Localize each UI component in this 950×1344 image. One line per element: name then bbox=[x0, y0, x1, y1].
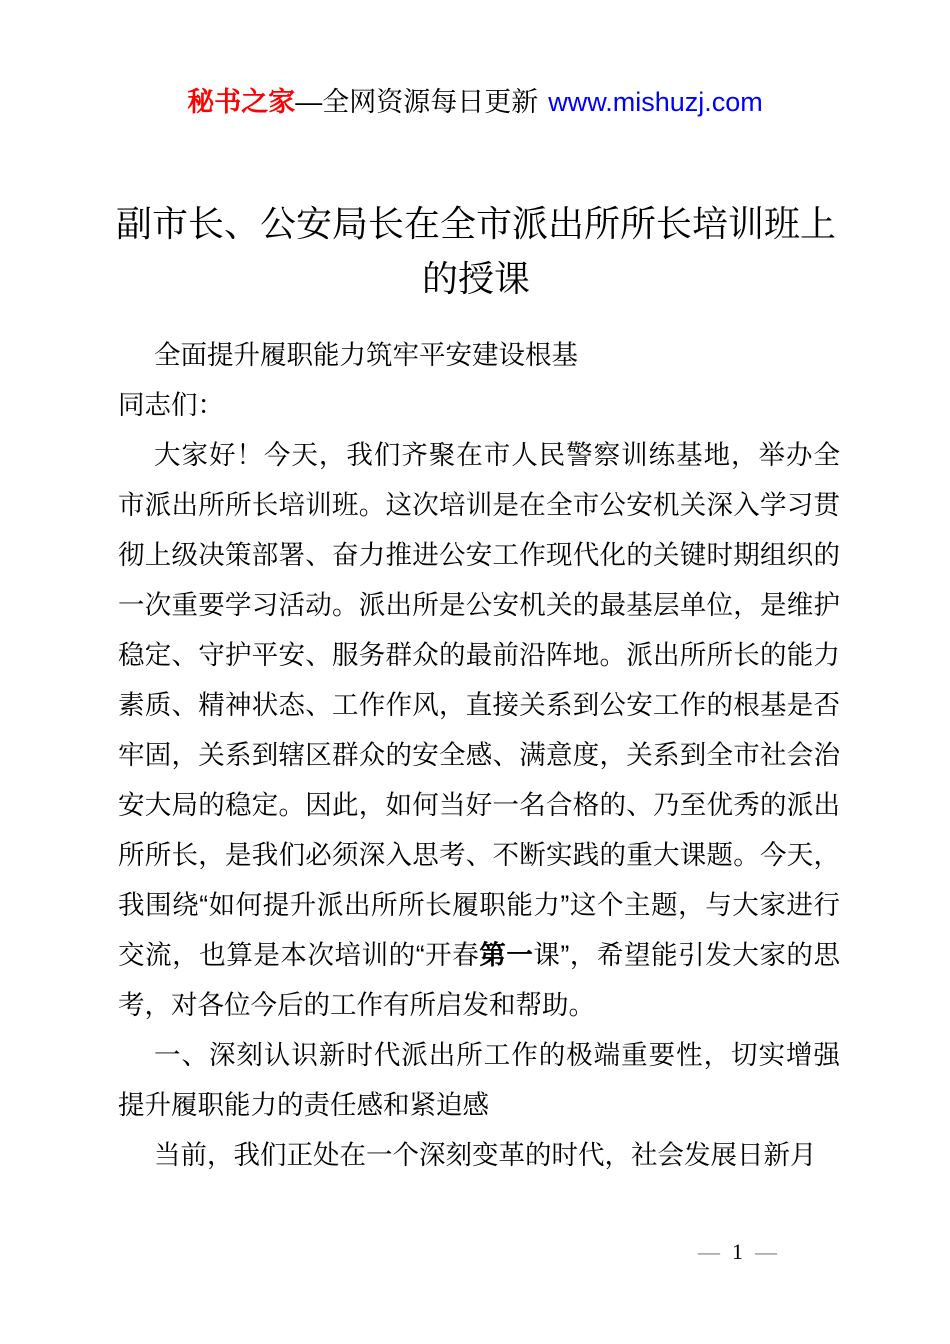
text-segment: 课”，希望能引发大家的思考，对各位今后的工作有所启发和帮助。 bbox=[118, 940, 840, 1020]
text-segment: 当前，我们正处在一个深刻变革的时代，社会发展日新月 bbox=[154, 1140, 817, 1170]
site-header bbox=[0, 84, 950, 120]
page-number-dash-right: — bbox=[755, 1239, 777, 1264]
document-body bbox=[118, 330, 840, 1180]
text-segment: 全面提升履职能力筑牢平安建设根基 bbox=[154, 340, 578, 370]
paragraph-intro bbox=[118, 430, 840, 1030]
site-name: 秘书之家 bbox=[187, 87, 296, 117]
text-segment: 一、深刻认识新时代派出所工作的极端重要性，切实增强提升履职能力的责任感和紧迫感 bbox=[118, 1040, 840, 1120]
salutation bbox=[118, 380, 840, 430]
document-title: 副市长、公安局长在全市派出所所长培训班上的授课 bbox=[115, 203, 836, 300]
bold-text-segment: 第一 bbox=[479, 940, 534, 970]
section-heading-1 bbox=[118, 1030, 840, 1130]
site-url-link[interactable]: www.mishuzj.com bbox=[548, 87, 763, 117]
page-number-value: 1 bbox=[732, 1239, 743, 1264]
text-segment: 大家好！今天，我们齐聚在市人民警察训练基地，举办全市派出所所长培训班。这次培训是在全市公安机关深入学习贯彻上级决策部署、奋力推进公安工作现代化的关键时期组织的一次重要学习活动。派出所是公安机关的最基层单位，是维护稳定、守护平安、服务群众的最前沿阵地。派出所所长的能力素质、精神状态、工作作风，直接关系到公安工作的根基是否牢固，关系到辖区群众的安全感、满意度，关系到全市社会治安大局的稳定。因此，如何当好一名合格的、乃至优秀的派出所所长，是我们必须深入思考、不断实践的重大课题。今天，我围绕“如何提升派出所所长履职能力”这个主题，与大家进行交流，也算是本次培训的“开春 bbox=[118, 440, 840, 970]
header-tagline: 全网资源每日更新 bbox=[322, 87, 539, 117]
subtitle bbox=[118, 330, 840, 380]
paragraph-2 bbox=[118, 1130, 840, 1180]
page-number bbox=[698, 1238, 777, 1266]
header-dash: — bbox=[295, 87, 323, 117]
text-segment: 同志们： bbox=[118, 390, 224, 420]
page-number-dash-left: — bbox=[698, 1239, 720, 1264]
